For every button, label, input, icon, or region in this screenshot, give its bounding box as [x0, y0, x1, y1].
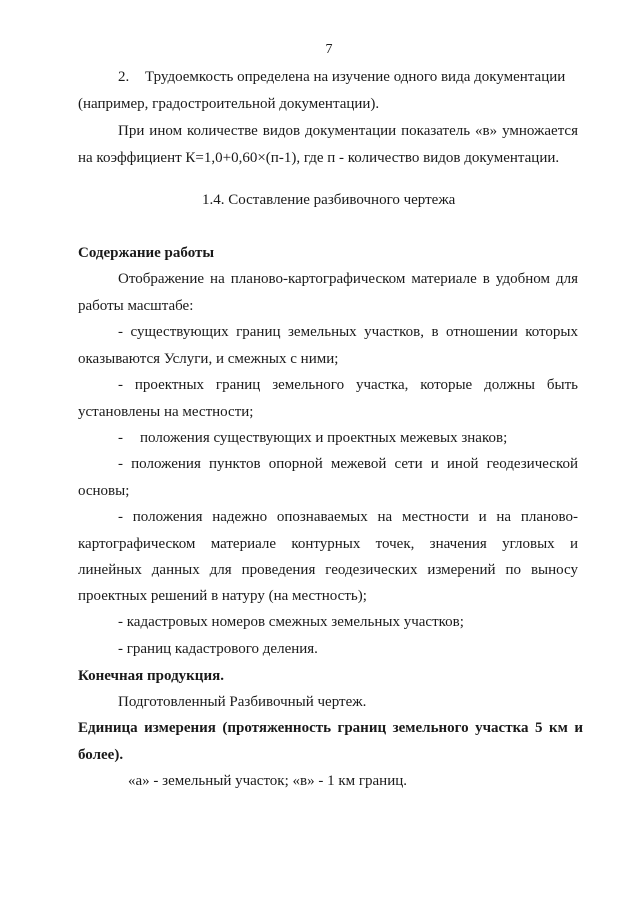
content-heading: Содержание работы	[78, 245, 215, 261]
final-product-text: Подготовленный Разбивочный чертеж.	[118, 694, 367, 710]
bullet-2-line-2: установлены на местности;	[78, 404, 254, 420]
page-number: 7	[325, 42, 333, 57]
item-2-number: 2.	[118, 69, 130, 85]
coefficient-paragraph-line-2: на коэффициент К=1,0+0,60×(п-1), где п - количество видов документации.	[78, 150, 560, 166]
section-title: 1.4. Составление разбивочного чертежа	[202, 192, 456, 208]
bullet-5-line-4: проектных решений в натуру (на местность);	[78, 588, 367, 604]
bullet-6: - кадастровых номеров смежных земельных участков;	[118, 614, 464, 630]
bullet-3-text: положения существующих и проектных межевых знаков;	[140, 430, 508, 446]
intro-line-2: работы масштабе:	[78, 298, 194, 314]
bullet-2-line-1: - проектных границ земельного участка, которые должны быть	[118, 377, 578, 393]
final-product-heading: Конечная продукция.	[78, 668, 224, 684]
bullet-4-line-2: основы;	[78, 483, 130, 499]
unit-text: «а» - земельный участок; «в» - 1 км границ.	[128, 773, 408, 789]
intro-line-1: Отображение на планово-картографическом материале в удобном для	[118, 271, 578, 287]
bullet-1-line-2: оказываются Услуги, и смежных с ними;	[78, 351, 339, 367]
unit-heading-line-1: Единица измерения (протяженность границ земельного участка 5 км и	[78, 720, 583, 736]
bullet-5-line-3: линейных данных для проведения геодезических измерений по выносу	[78, 562, 578, 578]
bullet-5-line-1: - положения надежно опознаваемых на местности и на планово-	[118, 509, 578, 525]
bullet-4-line-1: - положения пунктов опорной межевой сети и иной геодезической	[118, 456, 578, 472]
bullet-7: - границ кадастрового деления.	[118, 641, 318, 657]
coefficient-paragraph-line-1: При ином количестве видов документации показатель «в» умножается	[118, 123, 578, 139]
bullet-5-line-2: картографическом материале контурных точек, значения угловых и	[78, 536, 578, 552]
item-2-continuation: (например, градостроительной документации).	[78, 96, 380, 112]
bullet-1-line-1: - существующих границ земельных участков, в отношении которых	[118, 324, 578, 340]
item-2-text: Трудоемкость определена на изучение одного вида документации	[145, 69, 566, 85]
bullet-3-dash: -	[118, 430, 123, 446]
unit-heading-line-2: более).	[78, 747, 124, 763]
